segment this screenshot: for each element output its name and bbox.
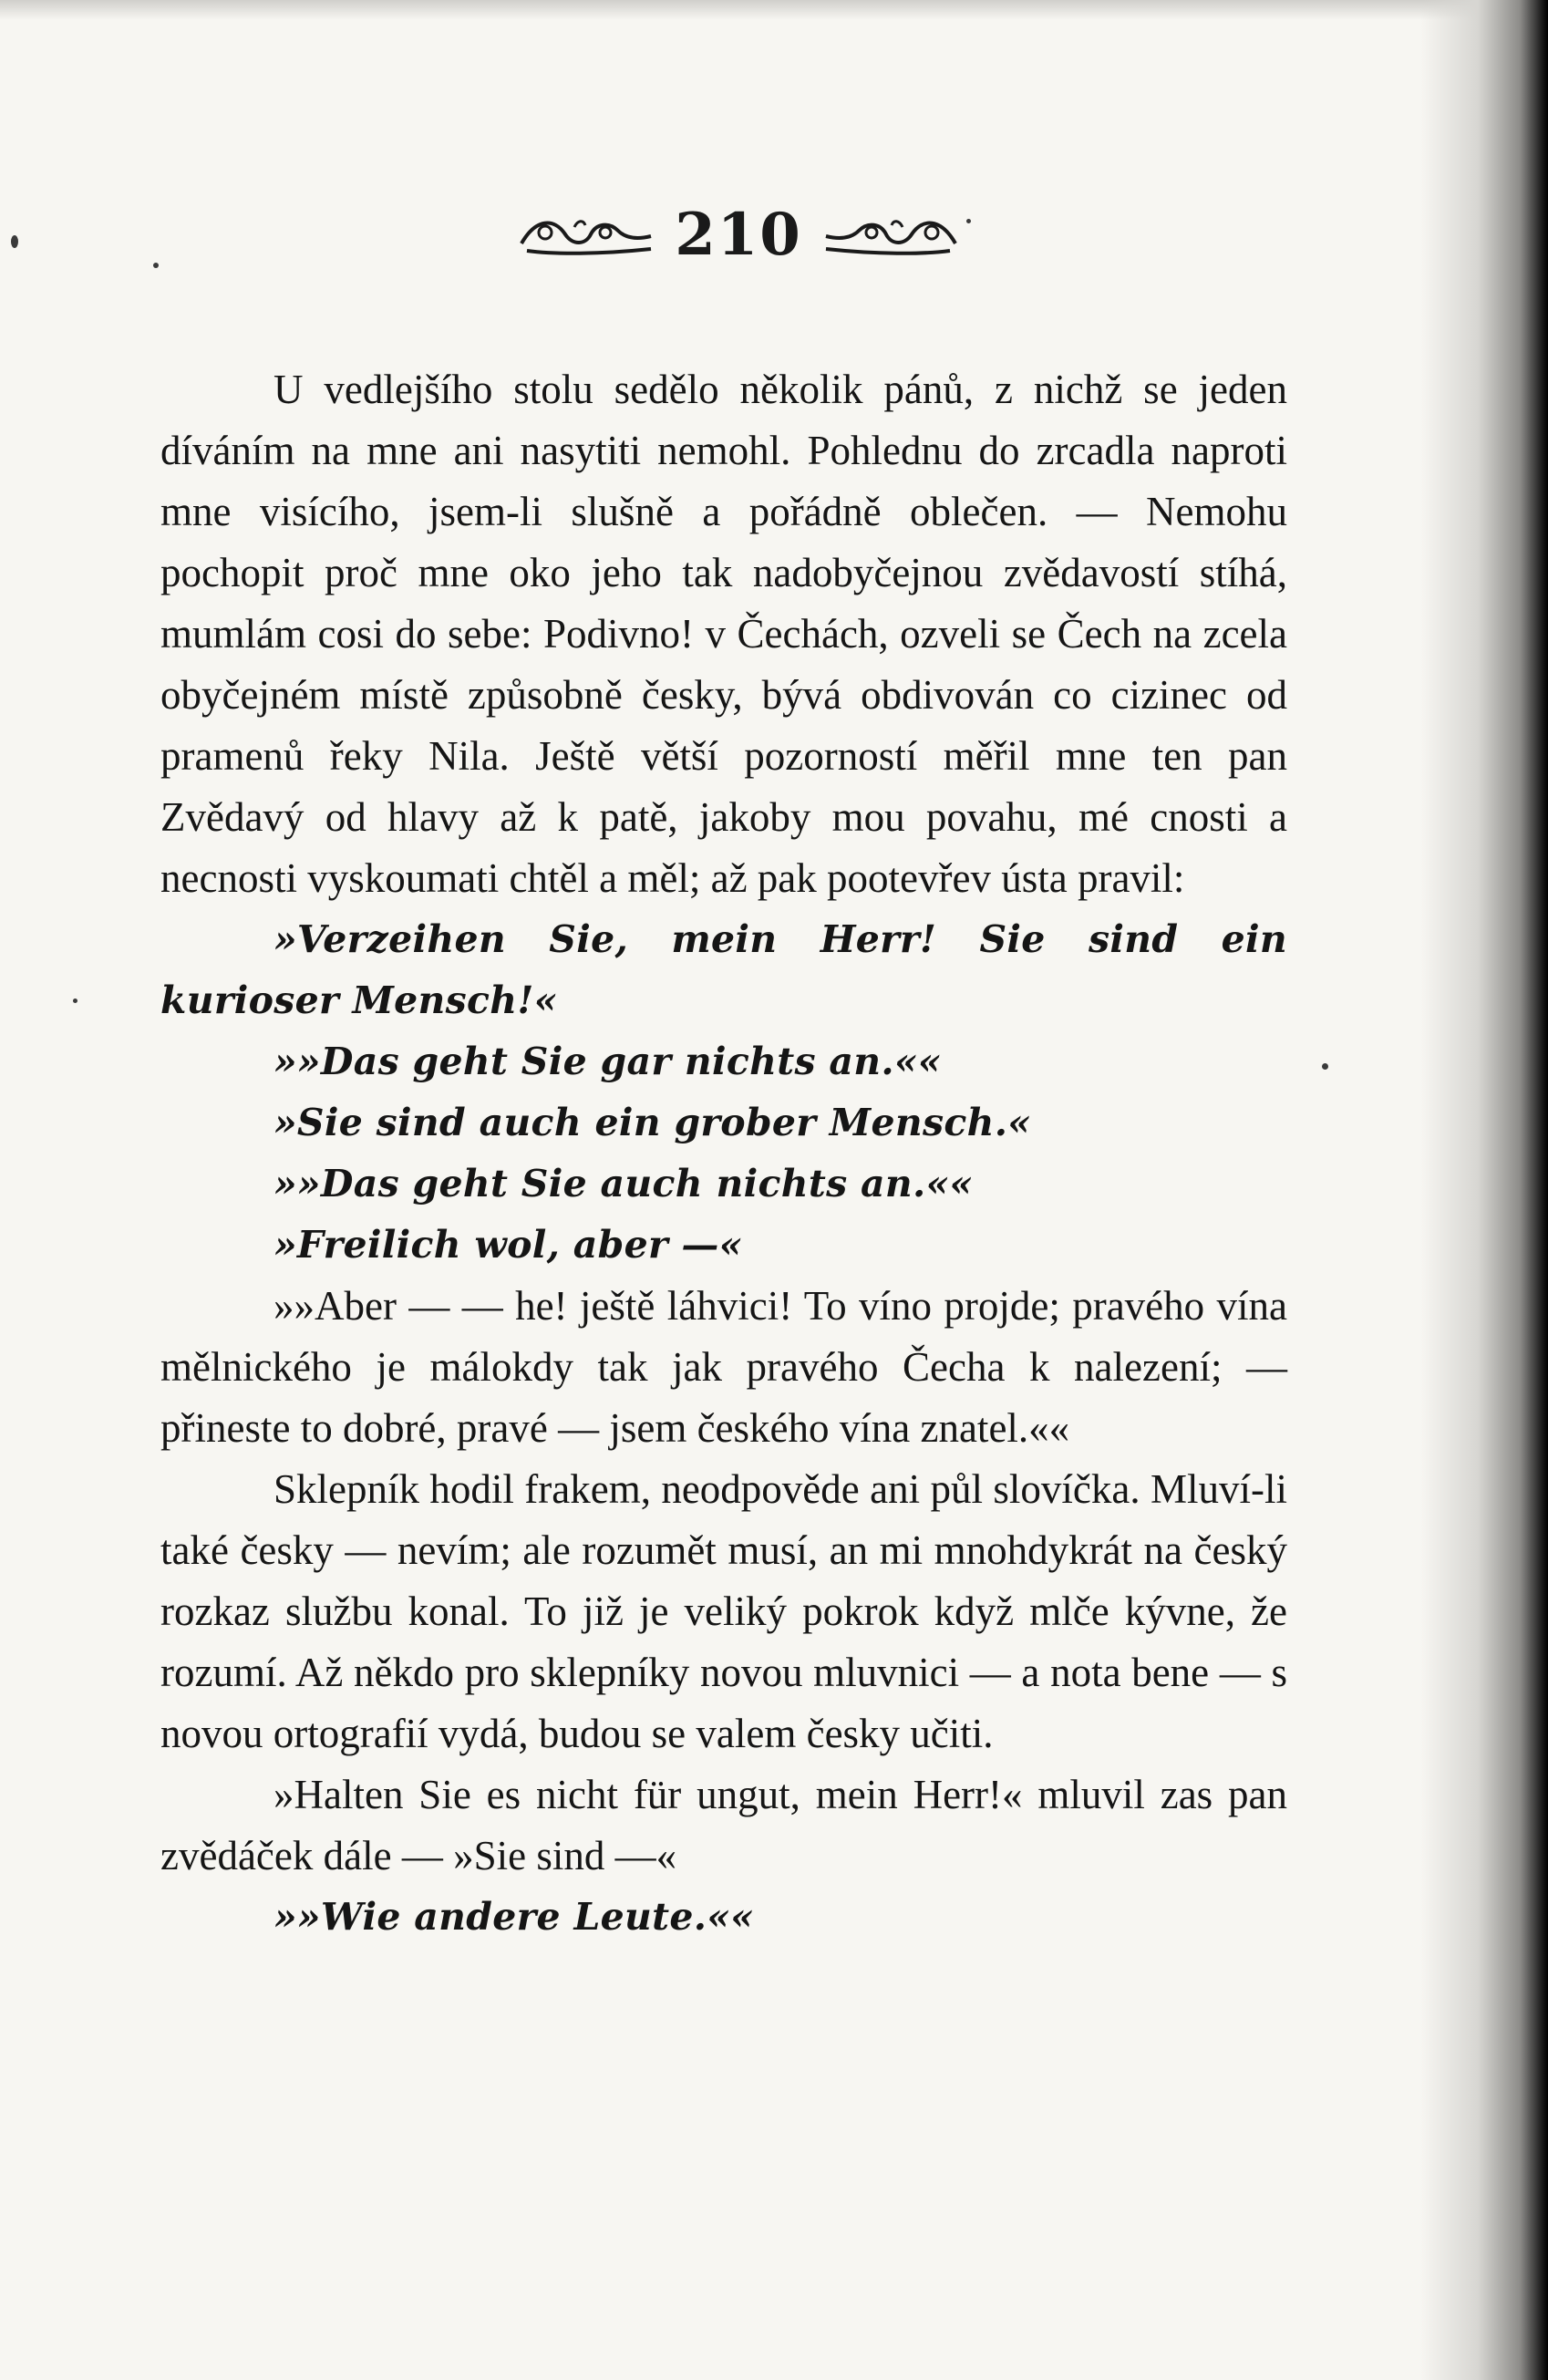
print-speck (1322, 1063, 1328, 1070)
german-dialogue-line: »Sie sind auch ein grober Mensch.« (273, 1101, 1032, 1144)
german-dialogue-line: »»Das geht Sie gar nichts an.«« (273, 1040, 942, 1083)
print-speck (153, 263, 159, 268)
german-dialogue-line: »Freilich wol, aber —« (273, 1223, 743, 1267)
page-number: 210 (675, 200, 802, 269)
paragraph: »Halten Sie es nicht für ungut, mein Herr!« mluvil zas pan zvědáček dále — »Sie sind —« (160, 1772, 1287, 1878)
page-binding-shadow (1420, 0, 1548, 2380)
paragraph: Sklepník hodil frakem, neodpověde ani půl slovíčka. Mluví-li také česky — nevím; ale rozumět musí, an mi mnohdykrát na český rozkaz službu konal. To již je veliký pokrok když mlče kývne, že rozumí. Až někdo pro sklepníky novou mluvnici — a nota bene — s novou ortografií vydá, budou se valem česky učiti. (160, 1466, 1287, 1756)
german-dialogue-line: »»Wie andere Leute.«« (273, 1895, 755, 1939)
left-ornament-icon (518, 209, 655, 260)
german-dialogue-line: »»Das geht Sie auch nichts an.«« (273, 1162, 974, 1206)
print-speck (73, 999, 77, 1003)
paragraph: »»Aber — — he! ještě láhvici! To víno projde; pravého vína mělnického je málokdy tak jak pravého Čecha k nalezení; — přineste to dobré, pravé — jsem českého vína znatel.«« (160, 1283, 1287, 1451)
print-speck (966, 219, 971, 223)
page-header (511, 193, 966, 275)
paragraph: U vedlejšího stolu sedělo několik pánů, z nichž se jeden díváním na mne ani nasytiti nemohl. Pohlednu do zrcadla naproti mne visícího, jsem-li slušně a pořádně oblečen. — Nemohu pochopit proč mne oko jeho tak nadobyčejnou zvědavostí stíhá, mumlám cosi do sebe: Podivno! v Čechách, ozveli se Čech na zcela obyčejném místě způsobně česky, bývá obdivován co cizinec od pramenů řeky Nila. Ještě větší pozorností měřil mne ten pan Zvědavý od hlavy až k patě, jakoby mou povahu, mé cnosti a necnosti vyskoumati chtěl a měl; až pak pootevřev ústa pravil: (160, 367, 1287, 901)
page-top-edge (0, 0, 1548, 20)
german-dialogue-line: »Verzeihen Sie, mein Herr! Sie sind ein kurioser Mensch!« (160, 917, 1287, 1022)
right-ornament-icon (822, 209, 959, 260)
print-speck (11, 235, 18, 248)
body-text (160, 359, 1287, 1948)
